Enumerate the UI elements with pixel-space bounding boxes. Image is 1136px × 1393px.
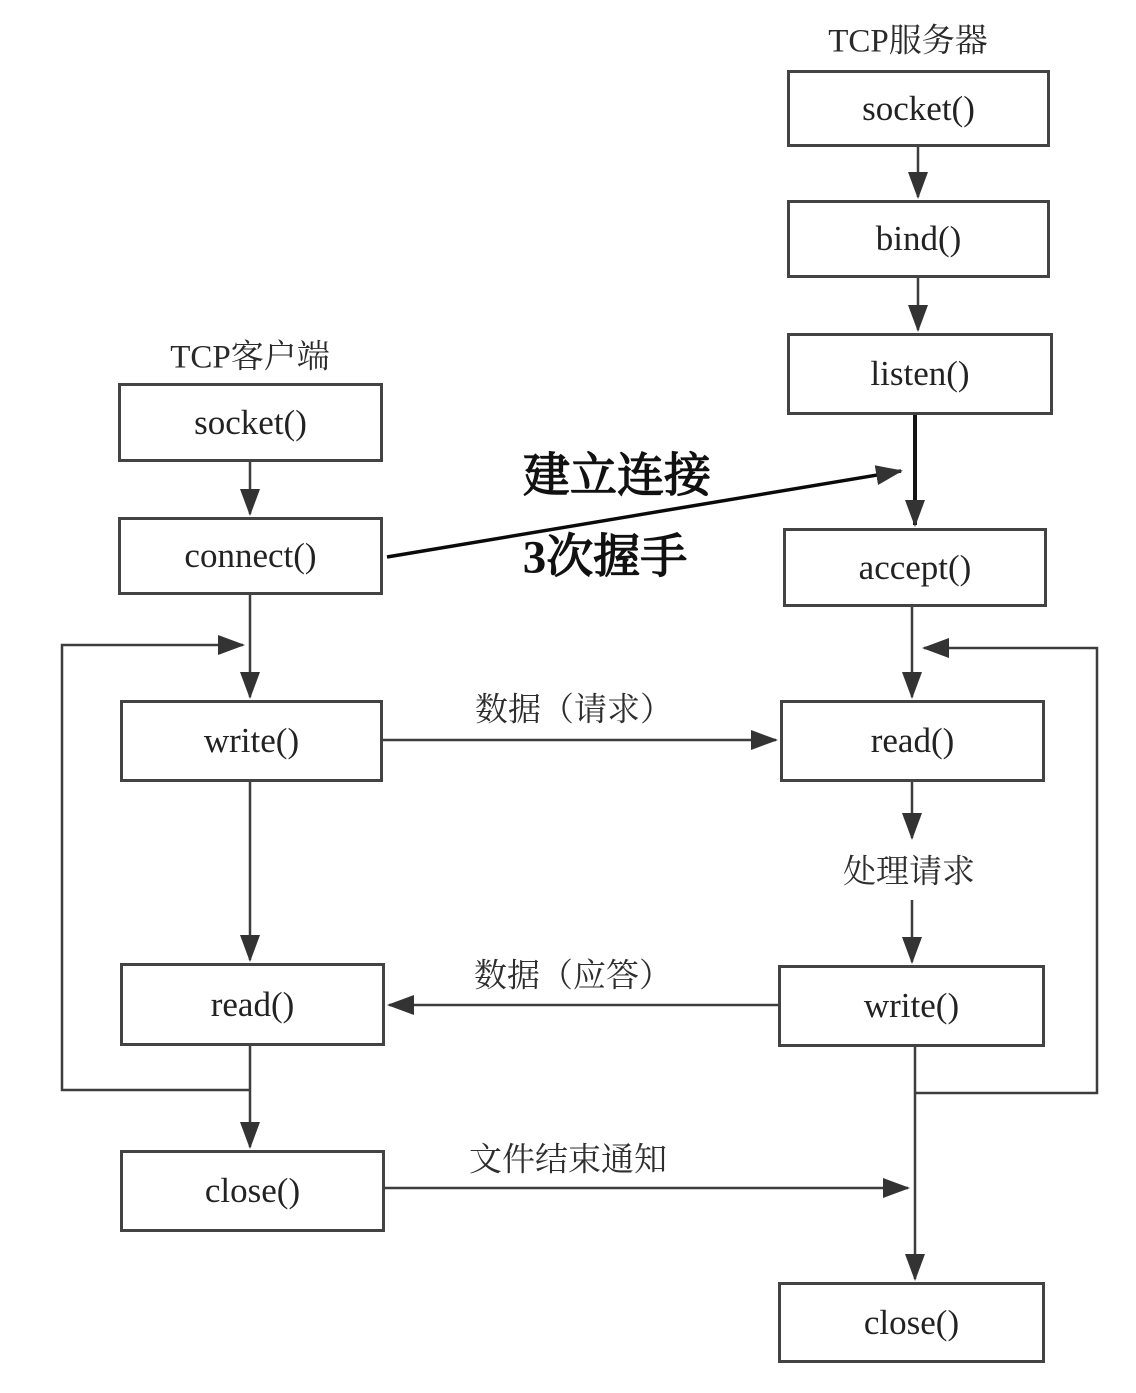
client-write-box (120, 700, 383, 782)
client-connect-box (118, 517, 383, 595)
server-close-label: close() (863, 1302, 960, 1342)
server-write-box (778, 965, 1045, 1047)
server-write-label: write() (863, 986, 960, 1025)
server-bind-box (787, 200, 1050, 278)
server-socket-box (787, 70, 1050, 147)
data-reply-label: 数据（应答） (474, 958, 672, 995)
server-close-box (778, 1282, 1045, 1363)
server-accept-label: accept() (858, 547, 972, 587)
eof-notice-label: 文件结束通知 (469, 1142, 667, 1179)
server-bind-label: bind() (875, 219, 962, 258)
handshake-label-line2: 3次握手 (522, 531, 688, 584)
client-close-label: close() (204, 1171, 301, 1210)
client-column-title: TCP客户端 (170, 339, 330, 376)
server-column-title: TCP服务器 (828, 23, 988, 60)
client-read-box (120, 963, 385, 1046)
handshake-label-line1: 建立连接 (523, 450, 711, 503)
client-write-label: write() (203, 721, 300, 760)
server-accept-box (783, 528, 1047, 607)
client-socket-box (118, 383, 383, 462)
process-request-label: 处理请求 (843, 854, 975, 891)
client-socket-label: socket() (194, 402, 307, 442)
server-read-label: read() (870, 721, 955, 760)
server-read-box (780, 700, 1045, 782)
client-read-label: read() (210, 984, 295, 1024)
client-close-box (120, 1150, 385, 1232)
client-connect-label: connect() (184, 536, 317, 575)
server-listen-label: listen() (870, 354, 970, 393)
data-request-label: 数据（请求） (475, 692, 673, 729)
server-listen-box (787, 333, 1053, 415)
server-socket-label: socket() (862, 88, 975, 128)
